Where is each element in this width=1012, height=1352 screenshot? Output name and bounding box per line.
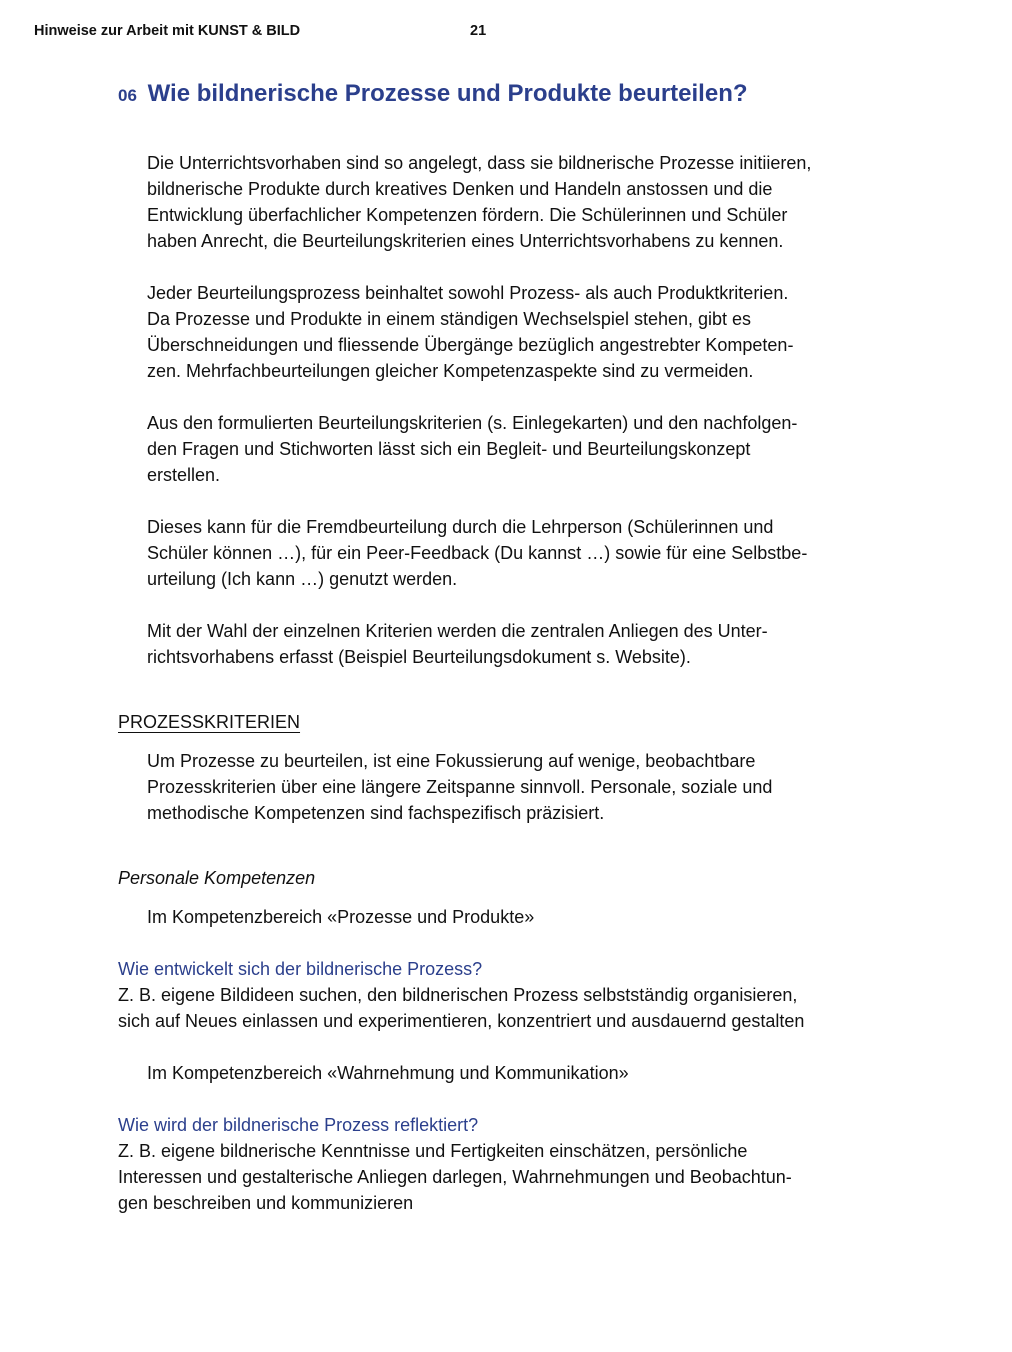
- question-2: Wie wird der bildnerische Prozess reflektiert?: [118, 1115, 479, 1135]
- text-line: zen. Mehrfachbeurteilungen gleicher Kompetenzaspekte sind zu vermeiden.: [147, 361, 754, 381]
- subsection-heading: Personale Kompetenzen: [118, 868, 316, 888]
- text-line: erstellen.: [147, 465, 221, 485]
- example-paragraph-2: [118, 1138, 792, 1216]
- text-line: Da Prozesse und Produkte in einem ständigen Wechselspiel stehen, gibt es: [147, 309, 752, 329]
- page-title: [118, 80, 748, 108]
- text-line: den Fragen und Stichworten lässt sich ein Begleit- und Beurteilungskonzept: [147, 439, 751, 459]
- intro-paragraph-1: [147, 150, 811, 254]
- text-line: Interessen und gestalterische Anliegen darlegen, Wahrnehmungen und Beobachtun-: [118, 1167, 792, 1187]
- section-paragraph: [147, 748, 772, 826]
- text-line: bildnerische Produkte durch kreatives Denken und Handeln anstossen und die: [147, 179, 773, 199]
- text-line: Schüler können …), für ein Peer-Feedback (Du kannst …) sowie für eine Selbstbe-: [147, 543, 808, 563]
- text-line: Aus den formulierten Beurteilungskriterien (s. Einlegekarten) und den nachfolgen-: [147, 413, 798, 433]
- text-line: Jeder Beurteilungsprozess beinhaltet sowohl Prozess- als auch Produktkriterien.: [147, 283, 789, 303]
- text-line: Die Unterrichtsvorhaben sind so angelegt, dass sie bildnerische Prozesse initiieren,: [147, 153, 812, 173]
- competence-area-1: [147, 904, 534, 930]
- text-line: sich auf Neues einlassen und experimentieren, konzentriert und ausdauernd gestalten: [118, 1011, 805, 1031]
- chapter-number: 06: [118, 86, 137, 105]
- text-line: Überschneidungen und fliessende Übergänge bezüglich angestrebter Kompeten-: [147, 335, 794, 355]
- intro-paragraph-3: [147, 410, 797, 488]
- running-header: Hinweise zur Arbeit mit KUNST & BILD: [34, 23, 301, 39]
- question-1: Wie entwickelt sich der bildnerische Prozess?: [118, 959, 483, 979]
- intro-paragraph-4: [147, 514, 807, 592]
- text-line: Im Kompetenzbereich «Wahrnehmung und Kommunikation»: [147, 1063, 629, 1083]
- example-paragraph-1: [118, 982, 804, 1034]
- text-line: Mit der Wahl der einzelnen Kriterien werden die zentralen Anliegen des Unter-: [147, 621, 768, 641]
- text-line: gen beschreiben und kommunizieren: [118, 1193, 414, 1213]
- intro-paragraph-2: [147, 280, 793, 384]
- page-number: 21: [470, 23, 487, 39]
- competence-area-2: [147, 1060, 629, 1086]
- text-line: Dieses kann für die Fremdbeurteilung durch die Lehrperson (Schülerinnen und: [147, 517, 774, 537]
- chapter-title: Wie bildnerische Prozesse und Produkte beurteilen?: [147, 80, 748, 107]
- text-line: haben Anrecht, die Beurteilungskriterien eines Unterrichtsvorhabens zu kennen.: [147, 231, 784, 251]
- text-line: methodische Kompetenzen sind fachspezifisch präzisiert.: [147, 803, 605, 823]
- text-line: Z. B. eigene bildnerische Kenntnisse und Fertigkeiten einschätzen, persönliche: [118, 1141, 748, 1161]
- text-line: Z. B. eigene Bildideen suchen, den bildnerischen Prozess selbstständig organisieren,: [118, 985, 798, 1005]
- intro-paragraph-5: [147, 618, 768, 670]
- text-line: richtsvorhabens erfasst (Beispiel Beurteilungsdokument s. Website).: [147, 647, 691, 667]
- text-line: urteilung (Ich kann …) genutzt werden.: [147, 569, 458, 589]
- text-line: Entwicklung überfachlicher Kompetenzen fördern. Die Schülerinnen und Schüler: [147, 205, 788, 225]
- text-line: Um Prozesse zu beurteilen, ist eine Fokussierung auf wenige, beobachtbare: [147, 751, 756, 771]
- section-heading-prozesskriterien: PROZESSKRITERIEN: [118, 712, 301, 732]
- text-line: Prozesskriterien über eine längere Zeitspanne sinnvoll. Personale, soziale und: [147, 777, 773, 797]
- text-line: Im Kompetenzbereich «Prozesse und Produkte»: [147, 907, 535, 927]
